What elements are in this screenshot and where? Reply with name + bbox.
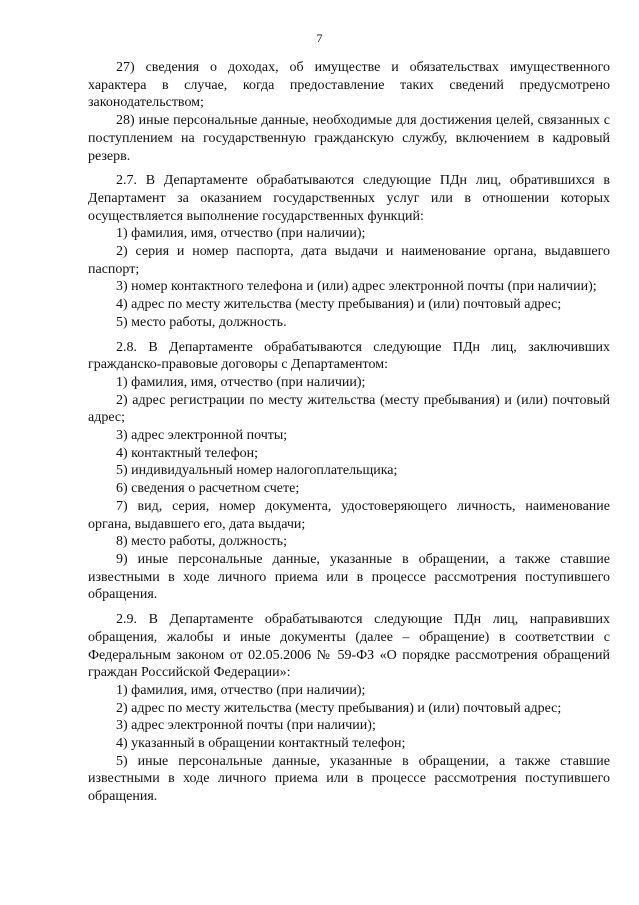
section-2-9-item-1: 1) фамилия, имя, отчество (при наличии);	[116, 682, 366, 698]
section-2-9-heading: 2.9. В Департаменте обрабатываются следующие ПДн лиц, направивших обращения, жалобы и иные документы (далее – обращение) в соответствии с Федеральным законом от 02.05.2006 № 59-ФЗ «О порядке рассмотрения обращений граждан Российской Федерации»:	[88, 612, 610, 681]
section-2-8-item-5: 5) индивидуальный номер налогоплательщика;	[116, 463, 398, 479]
section-2-9-item-5: 5) иные персональные данные, указанные в обращении, а также ставшие известными в ходе личного приема или в процессе рассмотрения поступившего обращения.	[88, 753, 610, 805]
section-2-8-item-2: 2) адрес регистрации по месту жительства (месту пребывания) и (или) почтовый адрес;	[88, 392, 610, 426]
section-2-7-heading: 2.7. В Департаменте обрабатываются следующие ПДн лиц, обратившихся в Департамент за оказанием государственных услуг или в отношении которых осуществляется выполнение государственных функций:	[88, 173, 610, 224]
document-body	[88, 59, 610, 806]
section-2-8-item-7: 7) вид, серия, номер документа, удостоверяющего личность, наименование органа, выдавшего его, дата выдачи;	[88, 498, 610, 532]
section-2-8-item-8: 8) место работы, должность;	[116, 534, 287, 550]
section-2-8-item-6: 6) сведения о расчетном счете;	[116, 481, 300, 497]
section-2-7-item-5: 5) место работы, должность.	[116, 314, 287, 330]
section-2-7-item-4: 4) адрес по месту жительства (месту пребывания) и (или) почтовый адрес;	[116, 297, 562, 313]
section-2-9-item-3: 3) адрес электронной почты (при наличии);	[116, 718, 376, 734]
section-2-8-heading: 2.8. В Департаменте обрабатываются следующие ПДн лиц, заключивших гражданско-правовые договоры с Департаментом:	[88, 339, 610, 373]
section-2-8-item-9: 9) иные персональные данные, указанные в обращении, а также ставшие известными в ходе личного приема или в процессе рассмотрения поступившего обращения.	[88, 551, 610, 603]
section-2-8-item-3: 3) адрес электронной почты;	[116, 428, 288, 444]
section-2-7-item-1: 1) фамилия, имя, отчество (при наличии);	[116, 226, 366, 242]
page-number: 7	[316, 31, 323, 45]
section-2-9-item-2: 2) адрес по месту жительства (месту пребывания) и (или) почтовый адрес;	[116, 700, 562, 716]
section-2-8-item-1: 1) фамилия, имя, отчество (при наличии);	[116, 374, 366, 390]
section-2-7-item-2: 2) серия и номер паспорта, дата выдачи и наименование органа, выдавшего паспорт;	[88, 244, 610, 277]
section-2-7-item-3: 3) номер контактного телефона и (или) адрес электронной почты (при наличии);	[116, 279, 597, 295]
paragraph-28-other-personal-data: 28) иные персональные данные, необходимые для достижения целей, связанных с поступлением на государственную гражданскую службу, включением в кадровый резерв.	[88, 113, 610, 164]
section-2-8-item-4: 4) контактный телефон;	[116, 445, 259, 461]
section-2-9-item-4: 4) указанный в обращении контактный телефон;	[116, 736, 406, 752]
paragraph-27-income-info: 27) сведения о доходах, об имуществе и обязательствах имущественного характера в случае, когда предоставление таких сведений предусмотрено законодательством;	[88, 60, 610, 111]
